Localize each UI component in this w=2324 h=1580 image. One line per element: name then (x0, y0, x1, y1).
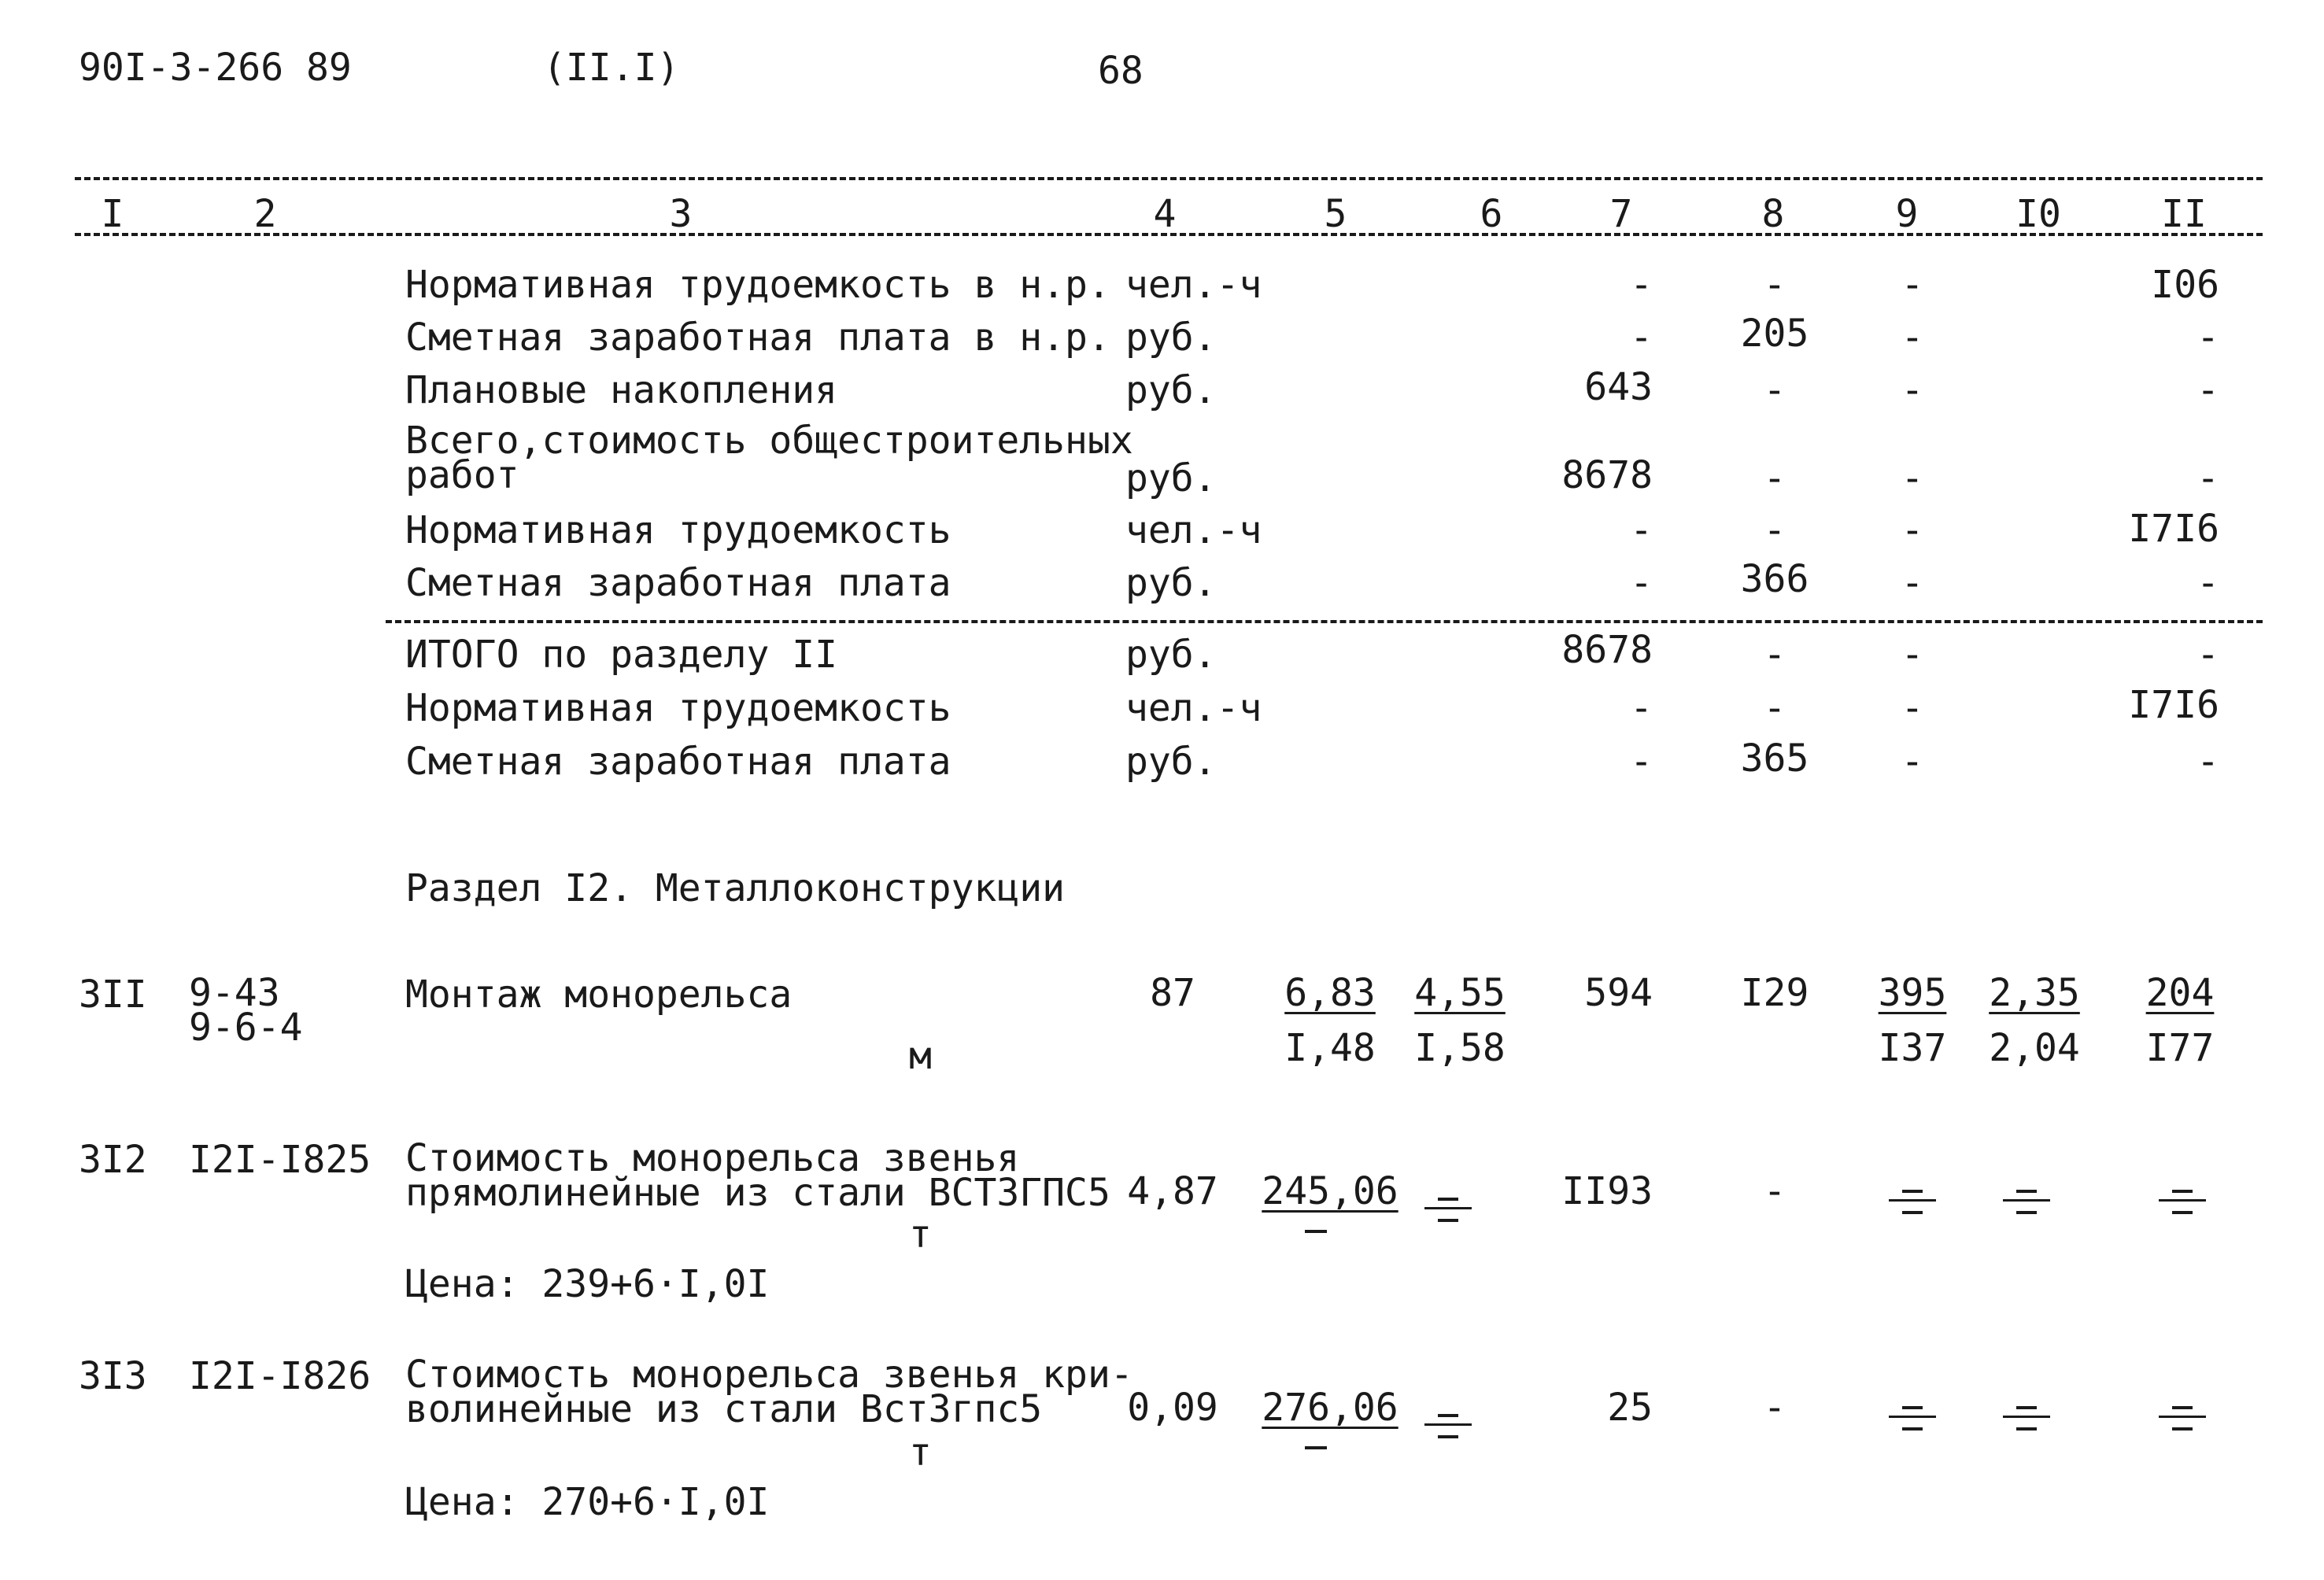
page-number: 68 (1098, 49, 1144, 93)
col11-bottom-value: I77 (2145, 1026, 2215, 1070)
price-note: Цена: 239+6·I,0I (405, 1262, 770, 1306)
col9-value: - (1901, 633, 1924, 677)
col9-value: - (1901, 316, 1924, 360)
item-unit: т (909, 1213, 932, 1257)
col6-top-value: 4,55 (1414, 971, 1506, 1015)
column-header-2: 2 (253, 192, 277, 236)
row-label: Всего,стоимость общестроительных работ (405, 419, 1133, 498)
row-unit: чел.-ч (1125, 508, 1262, 552)
col7-value: 25 (1607, 1386, 1653, 1430)
row-unit: руб. (1125, 740, 1217, 784)
col8-value: - (1763, 263, 1786, 307)
col11-value: I7I6 (2128, 507, 2219, 551)
col11-value: I7I6 (2128, 683, 2219, 727)
item-code: I2I-I826 (189, 1354, 371, 1398)
col4-value: 87 (1150, 971, 1195, 1015)
col5-top-value: 6,83 (1284, 971, 1376, 1015)
section-title: Раздел I2. Металлоконструкции (405, 866, 1066, 910)
item-unit: м (909, 1034, 932, 1078)
col8-value: - (1763, 633, 1786, 677)
col5-bottom-value: I,48 (1284, 1026, 1376, 1070)
col7-value: II93 (1561, 1169, 1653, 1213)
col9-value: - (1901, 368, 1924, 412)
col7-value: - (1630, 316, 1653, 360)
col7-value: - (1630, 508, 1653, 552)
col8-value: 365 (1740, 736, 1809, 781)
col11-value: - (2197, 561, 2219, 605)
col11-top-value: 204 (2145, 971, 2215, 1015)
col8-value: - (1763, 1169, 1786, 1213)
item-name: Стоимость монорельса звенья прямолинейные из стали ВСТЗГПС5 (405, 1136, 1110, 1216)
col7-value: 643 (1584, 365, 1653, 409)
price-note: Цена: 270+6·I,0I (405, 1480, 770, 1524)
header-bottom-rule (75, 233, 2263, 236)
col9-value: - (1901, 508, 1924, 552)
col7-value: 8678 (1561, 628, 1653, 672)
column-header-6: 6 (1480, 192, 1503, 236)
col11-value: - (2197, 316, 2219, 360)
col4-value: 4,87 (1127, 1169, 1218, 1213)
col7-value: - (1630, 561, 1653, 605)
col11-fraction (2147, 1406, 2218, 1430)
item-number: 3II (79, 973, 147, 1017)
col6-fraction (1413, 1198, 1483, 1222)
col6-bottom-value: I,58 (1414, 1026, 1506, 1070)
col10-fraction (1991, 1190, 2062, 1214)
column-header-4: 4 (1153, 192, 1177, 236)
item-unit: т (909, 1430, 932, 1475)
col5-bottom-dash (1305, 1230, 1327, 1233)
column-header-5: 5 (1324, 192, 1347, 236)
col6-fraction (1413, 1414, 1483, 1438)
col9-value: - (1901, 740, 1924, 784)
col7-value: - (1630, 740, 1653, 784)
section-code: (II.I) (543, 46, 680, 90)
row-label: Сметная заработная плата (405, 561, 951, 605)
col4-value: 0,09 (1127, 1386, 1218, 1430)
row-label: Плановые накопления (405, 368, 838, 412)
item-name: Монтаж монорельса (405, 973, 793, 1017)
col9-value: - (1901, 263, 1924, 307)
col8-value: - (1763, 368, 1786, 412)
col11-value: - (2197, 633, 2219, 677)
col7-value: - (1630, 263, 1653, 307)
col5-bottom-dash (1305, 1446, 1327, 1449)
col11-value: - (2197, 368, 2219, 412)
header-top-rule (75, 177, 2263, 180)
column-header-9: 9 (1895, 192, 1919, 236)
totals-separator-rule (386, 620, 2263, 623)
column-header-1: I (101, 192, 124, 236)
col8-value: - (1763, 686, 1786, 730)
row-unit: руб. (1125, 561, 1217, 605)
col10-top-value: 2,35 (1989, 971, 2080, 1015)
col9-fraction (1877, 1406, 1948, 1430)
col5-top-value: 245,06 (1262, 1169, 1398, 1213)
document-code: 90I-3-266 89 (79, 46, 352, 90)
row-label: Нормативная трудоемкость (405, 686, 951, 730)
row-label: ИТОГО по разделу II (405, 633, 838, 677)
item-number: 3I2 (79, 1138, 147, 1182)
col8-value: - (1763, 508, 1786, 552)
col9-fraction (1877, 1190, 1948, 1214)
col9-value: - (1901, 561, 1924, 605)
col10-bottom-value: 2,04 (1989, 1026, 2080, 1070)
col8-value: - (1763, 1386, 1786, 1430)
row-label: Нормативная трудоемкость в н.р. (405, 263, 1110, 307)
row-unit: руб. (1125, 316, 1217, 360)
column-header-8: 8 (1761, 192, 1785, 236)
column-header-3: 3 (669, 192, 693, 236)
col5-top-value: 276,06 (1262, 1386, 1398, 1430)
col9-value: - (1901, 456, 1924, 500)
item-number: 3I3 (79, 1354, 147, 1398)
col9-top-value: 395 (1878, 971, 1947, 1015)
col11-value: - (2197, 456, 2219, 500)
item-name: Стоимость монорельса звенья кри- волинейные из стали ВстЗгпс5 (405, 1353, 1133, 1432)
col10-fraction (1991, 1406, 2062, 1430)
row-unit: руб. (1125, 633, 1217, 677)
row-unit: руб. (1125, 456, 1217, 500)
item-code: I2I-I825 (189, 1138, 371, 1182)
row-label: Сметная заработная плата в н.р. (405, 316, 1110, 360)
col11-fraction (2147, 1190, 2218, 1214)
col8-value: I29 (1740, 971, 1809, 1015)
col8-value: 366 (1740, 557, 1809, 601)
column-header-11: II (2161, 192, 2207, 236)
row-label: Нормативная трудоемкость (405, 508, 951, 552)
column-header-7: 7 (1609, 192, 1633, 236)
col7-value: 8678 (1561, 453, 1653, 497)
col8-value: 205 (1740, 312, 1809, 356)
row-unit: руб. (1125, 368, 1217, 412)
column-header-10: I0 (2015, 192, 2061, 236)
row-unit: чел.-ч (1125, 686, 1262, 730)
col7-value: - (1630, 686, 1653, 730)
col9-bottom-value: I37 (1878, 1026, 1947, 1070)
col7-value: 594 (1584, 971, 1653, 1015)
row-label: Сметная заработная плата (405, 740, 951, 784)
col11-value: I06 (2151, 263, 2219, 307)
col8-value: - (1763, 456, 1786, 500)
item-code: 9-43 9-6-4 (189, 971, 303, 1050)
col9-value: - (1901, 686, 1924, 730)
col11-value: - (2197, 740, 2219, 784)
row-unit: чел.-ч (1125, 263, 1262, 307)
